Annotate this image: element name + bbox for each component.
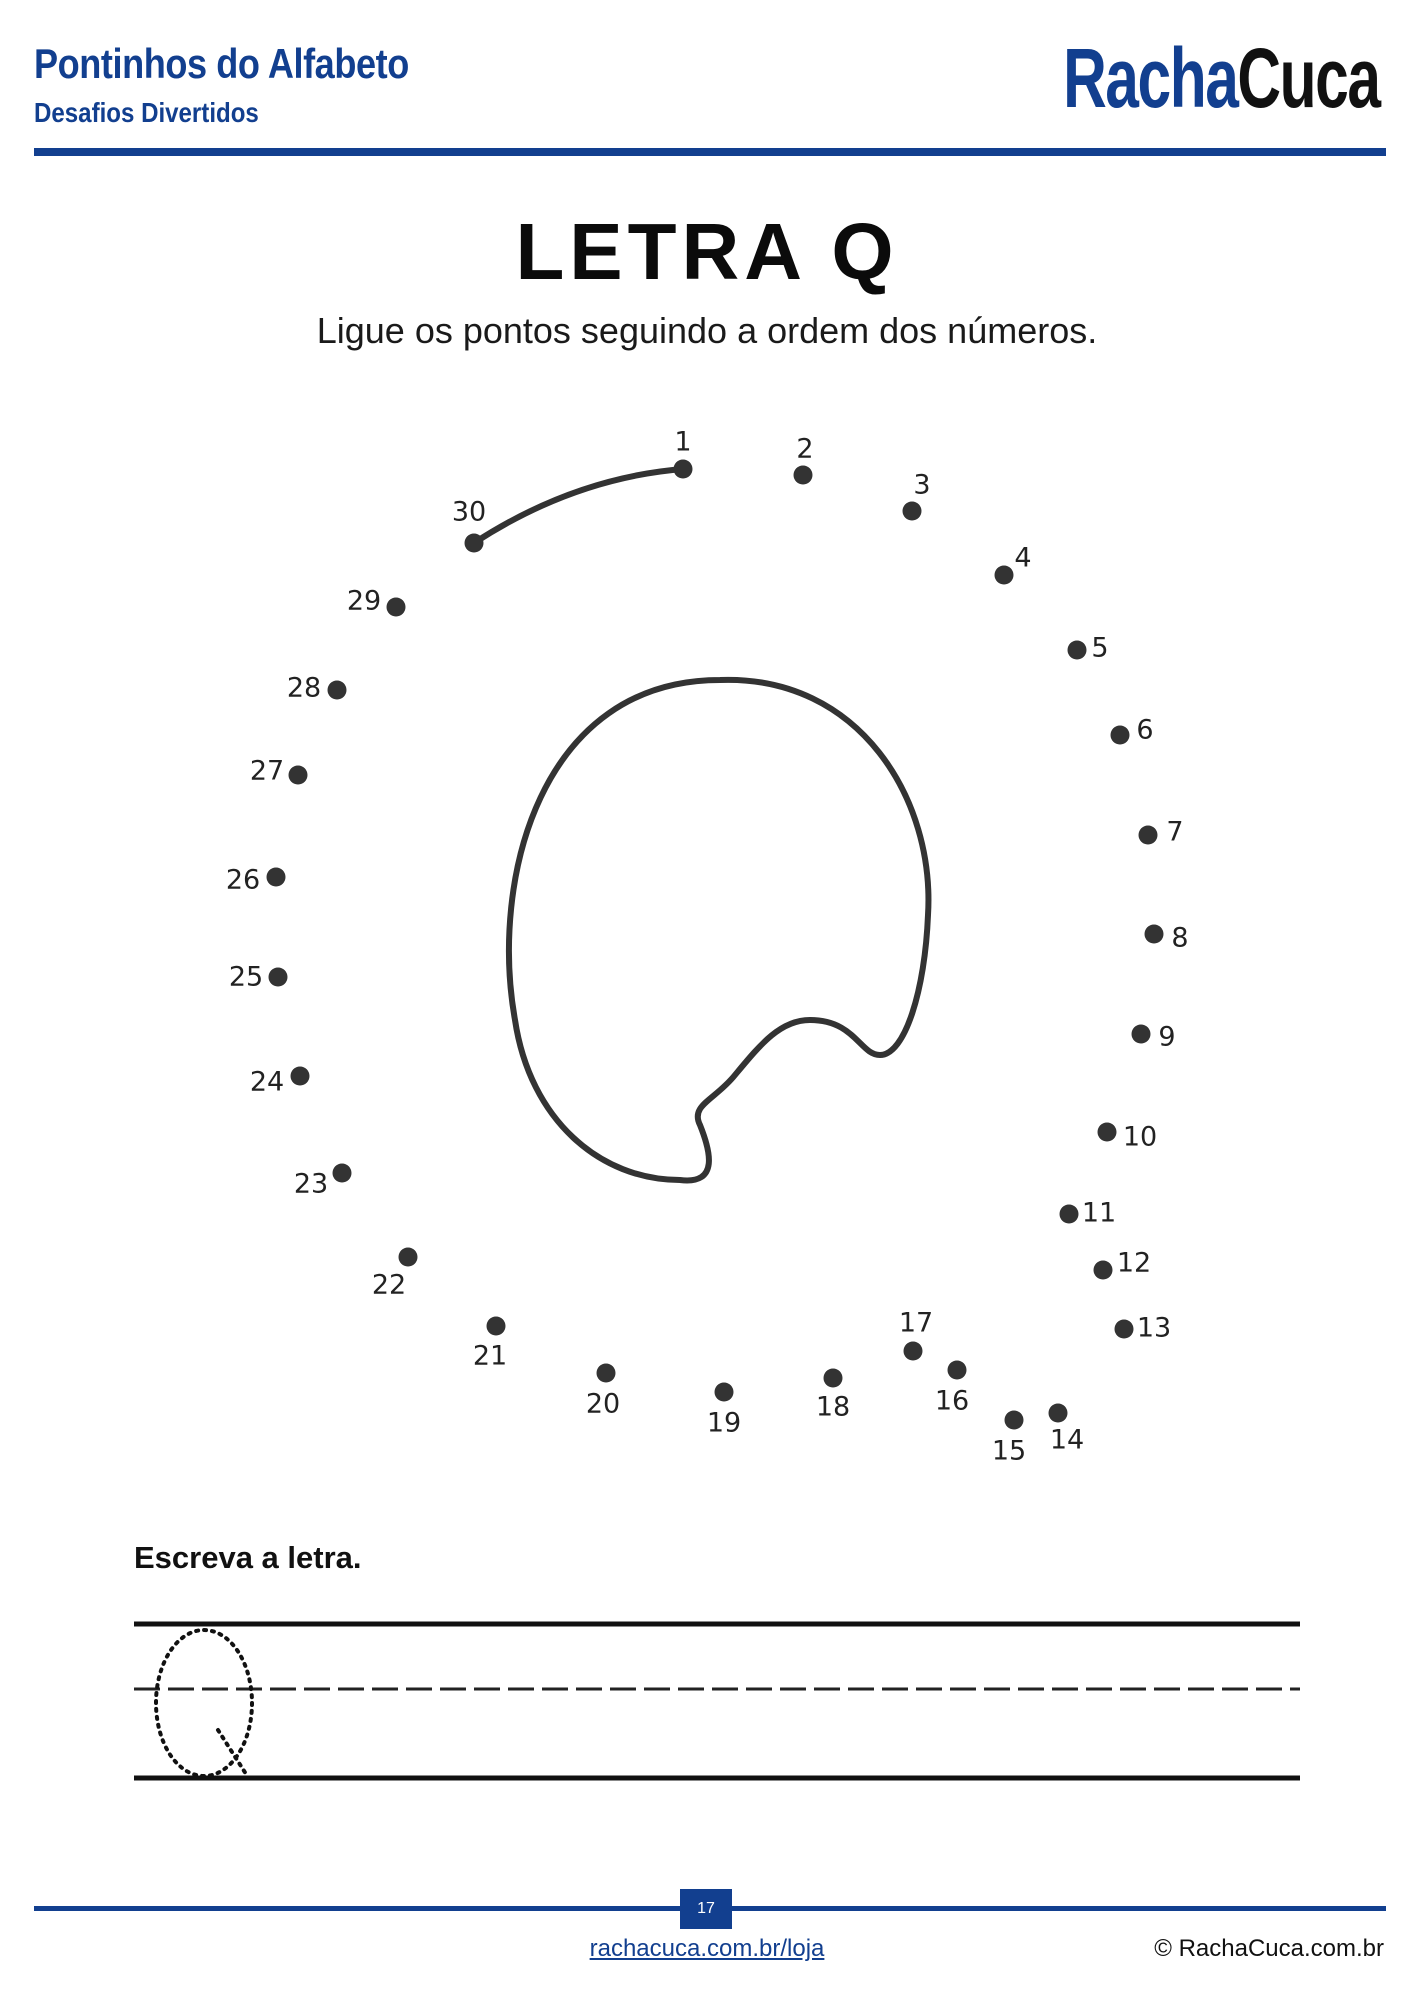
dot-label-7: 7 — [1166, 816, 1184, 848]
dot-label-25: 25 — [228, 961, 264, 993]
dot-label-27: 27 — [249, 755, 285, 787]
dotted-guide-letter-q — [156, 1630, 252, 1776]
dot-label-8: 8 — [1171, 922, 1189, 954]
dot-label-11: 11 — [1081, 1197, 1117, 1229]
dot-label-18: 18 — [815, 1391, 851, 1423]
dot-label-2: 2 — [796, 433, 814, 465]
dot-label-14: 14 — [1049, 1424, 1085, 1456]
dot-label-10: 10 — [1122, 1121, 1158, 1153]
dot-label-21: 21 — [472, 1340, 508, 1372]
logo-part-cuca: Cuca — [1237, 31, 1380, 125]
dot-label-9: 9 — [1158, 1021, 1176, 1053]
dot-label-24: 24 — [249, 1066, 285, 1098]
practice-label: Escreva a letra. — [134, 1540, 362, 1575]
dot-label-20: 20 — [585, 1388, 621, 1420]
dot-label-1: 1 — [674, 426, 692, 458]
dot-label-6: 6 — [1136, 714, 1154, 746]
dot-label-13: 13 — [1136, 1312, 1172, 1344]
logo-part-racha: Racha — [1063, 31, 1238, 125]
store-link[interactable]: rachacuca.com.br/loja — [589, 1935, 825, 1962]
instruction-text: Ligue os pontos seguindo a ordem dos números. — [316, 310, 1098, 351]
dot-label-3: 3 — [913, 469, 931, 501]
dot-label-17: 17 — [898, 1307, 934, 1339]
dot-label-23: 23 — [293, 1168, 329, 1200]
header-subtitle: Desafios Divertidos — [34, 97, 259, 128]
dot-label-12: 12 — [1116, 1247, 1152, 1279]
dot-label-4: 4 — [1014, 542, 1032, 574]
dot-label-15: 15 — [991, 1435, 1027, 1467]
dot-label-29: 29 — [346, 585, 382, 617]
dot-label-16: 16 — [934, 1385, 970, 1417]
header-title: Pontinhos do Alfabeto — [34, 40, 409, 87]
dot-label-30: 30 — [451, 496, 487, 528]
dot-label-19: 19 — [706, 1407, 742, 1439]
dot-label-26: 26 — [225, 864, 261, 896]
page-title: LETRA Q — [515, 207, 899, 296]
dot-label-5: 5 — [1091, 632, 1109, 664]
dot-label-22: 22 — [371, 1269, 407, 1301]
copyright-text: © RachaCuca.com.br — [1154, 1935, 1384, 1962]
dot-label-28: 28 — [286, 672, 322, 704]
page-number: 17 — [680, 1889, 732, 1929]
